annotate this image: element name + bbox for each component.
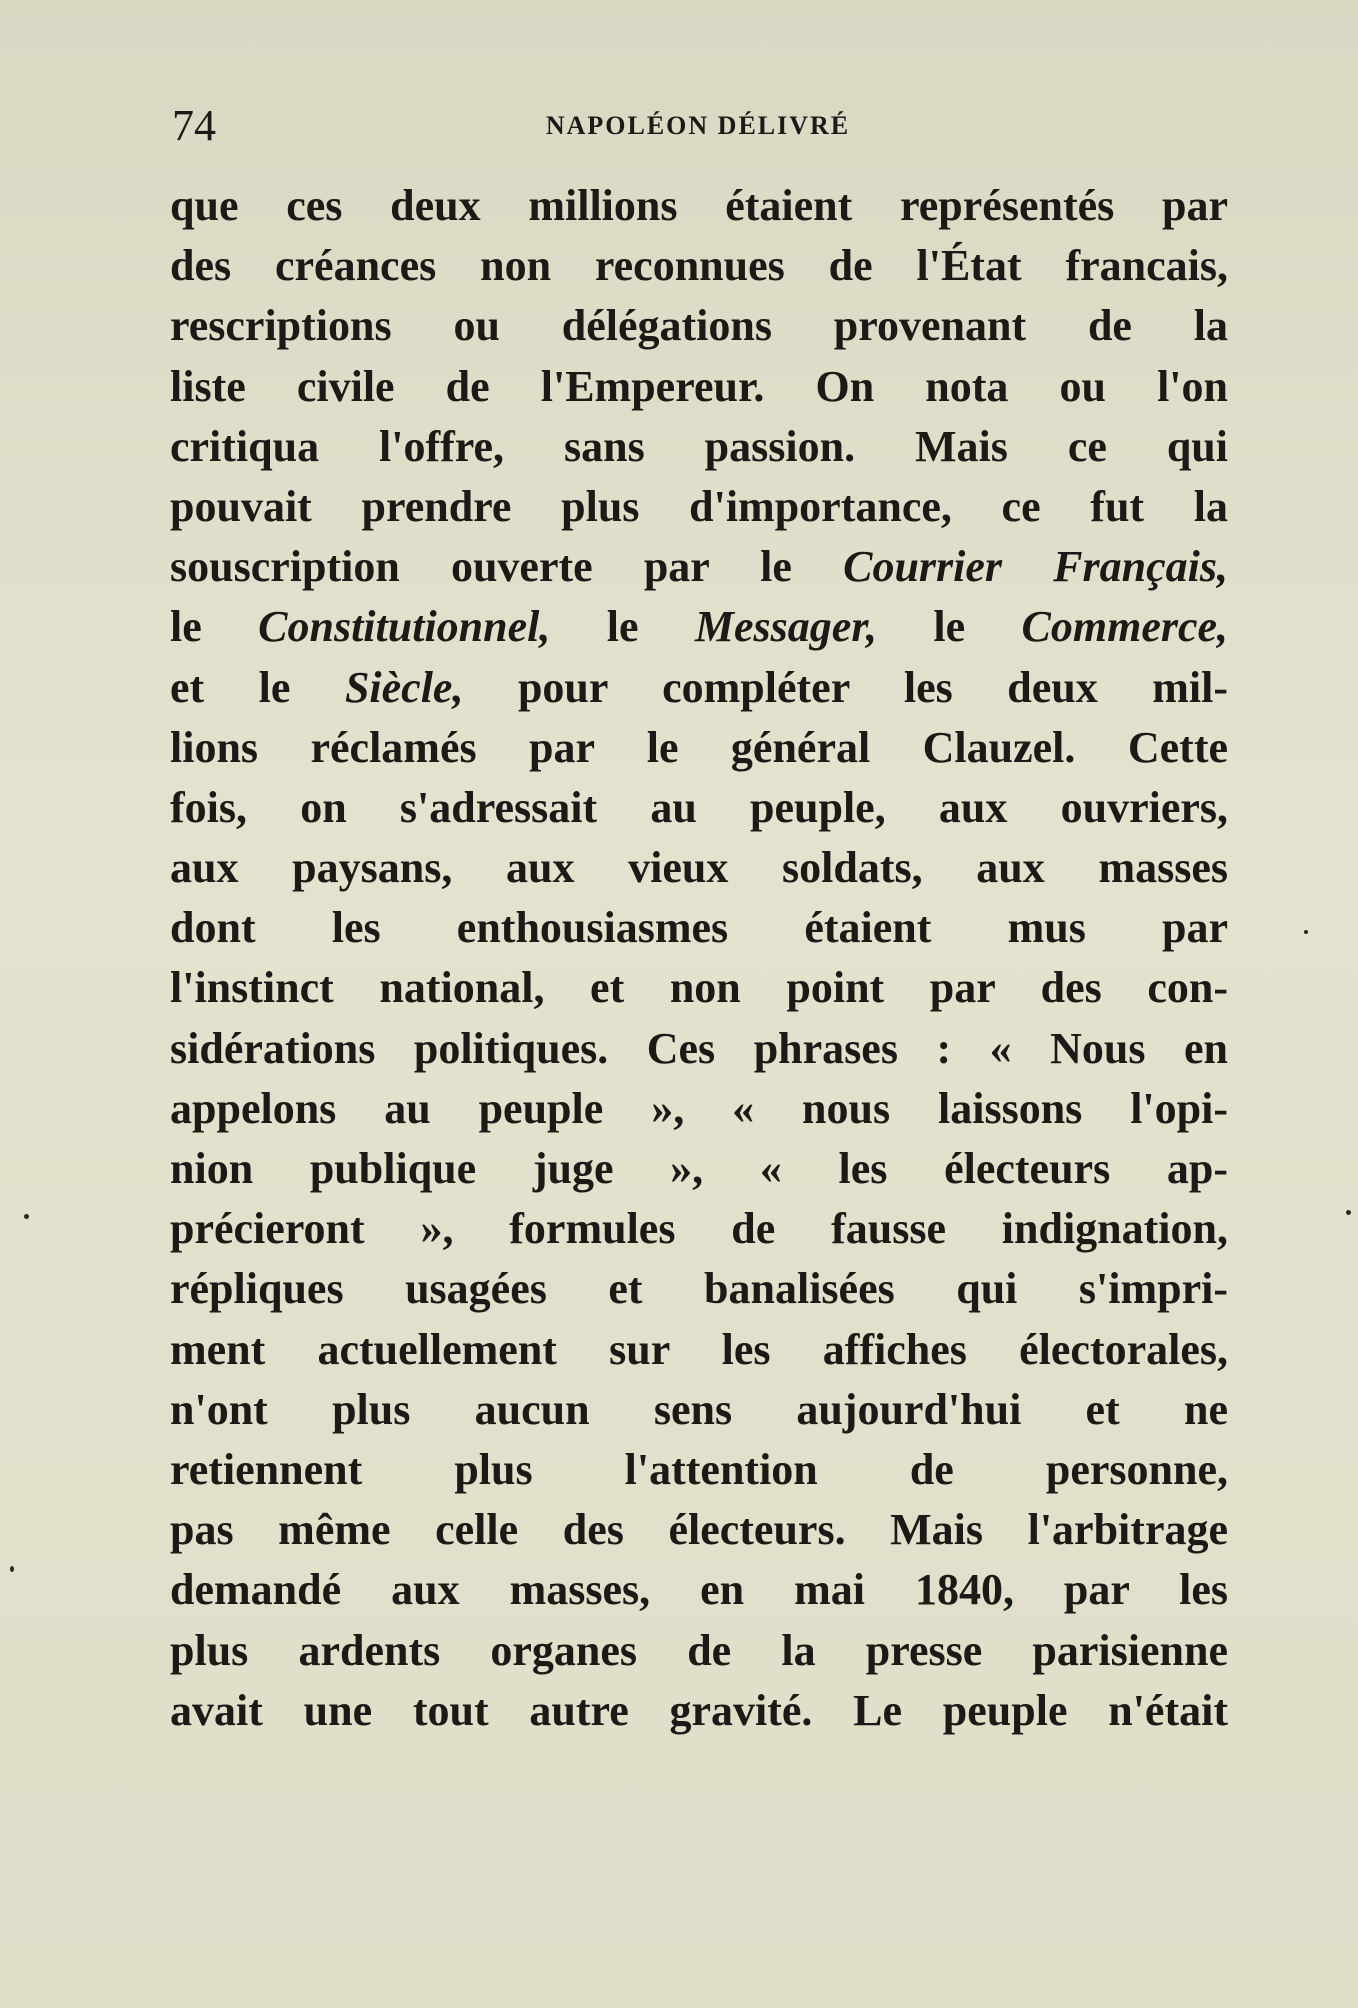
text-line: plus ardents organes de la presse parisienne (170, 1625, 1228, 1675)
text-line: sidérations politiques. Ces phrases : « Nous en (170, 1023, 1228, 1073)
body-text (170, 176, 1228, 1741)
ink-speck (10, 1566, 14, 1572)
newspaper-title: Courrier Français, (843, 542, 1229, 592)
ink-speck (1304, 930, 1308, 934)
text-segment: le (170, 602, 202, 652)
text-line: nion publique juge », « les électeurs ap- (170, 1144, 1228, 1193)
ink-speck (1346, 1210, 1351, 1215)
text-segment: le (606, 602, 639, 652)
text-line: avait une tout autre gravité. Le peuple n'était (170, 1685, 1228, 1735)
text-line: ment actuellement sur les affiches électorales, (170, 1324, 1228, 1374)
text-line (170, 537, 1228, 597)
book-title: NAPOLÉON DÉLIVRÉ (545, 111, 851, 140)
text-line: n'ont plus aucun sens aujourd'hui et ne (170, 1384, 1228, 1434)
text-line: critiqua l'offre, sans passion. Mais ce qui (170, 421, 1228, 471)
text-line: des créances non reconnues de l'État francais, (170, 241, 1228, 291)
ink-speck (24, 1214, 29, 1219)
text-line: lions réclamés par le général Clauzel. Cette (170, 722, 1228, 772)
text-line (170, 658, 1228, 718)
text-line: aux paysans, aux vieux soldats, aux masses (170, 843, 1228, 893)
page-number: 74 (172, 101, 216, 150)
newspaper-title: Messager, (694, 602, 878, 652)
text-line: que ces deux millions étaient représentés par (170, 181, 1228, 230)
text-line: retiennent plus l'attention de personne, (170, 1444, 1228, 1494)
text-segment: et le (170, 662, 291, 712)
text-line: appelons au peuple », « nous laissons l'opi- (170, 1083, 1228, 1133)
text-line: l'instinct national, et non point par des con- (170, 963, 1228, 1013)
text-line: répliques usagées et banalisées qui s'impri- (170, 1264, 1228, 1314)
text-segment: pour compléter les deux mil- (517, 662, 1229, 712)
text-line: pas même celle des électeurs. Mais l'arbitrage (170, 1505, 1228, 1555)
text-line: précieront », formules de fausse indignation, (170, 1204, 1228, 1254)
text-line: pouvait prendre plus d'importance, ce fut la (170, 481, 1228, 531)
text-line: demandé aux masses, en mai 1840, par les (170, 1565, 1228, 1615)
text-line: rescriptions ou délégations provenant de la (170, 301, 1228, 351)
text-segment: le (933, 602, 966, 652)
running-head (172, 96, 1224, 156)
text-line (170, 597, 1228, 657)
text-line: fois, on s'adressait au peuple, aux ouvriers, (170, 782, 1228, 832)
newspaper-title: Constitutionnel, (258, 602, 551, 652)
newspaper-title: Siècle, (344, 662, 464, 712)
text-line: liste civile de l'Empereur. On nota ou l'on (170, 361, 1228, 411)
text-segment: souscription ouverte par le (170, 542, 792, 592)
newspaper-title: Commerce, (1021, 602, 1229, 652)
text-line: dont les enthousiasmes étaient mus par (170, 903, 1228, 953)
